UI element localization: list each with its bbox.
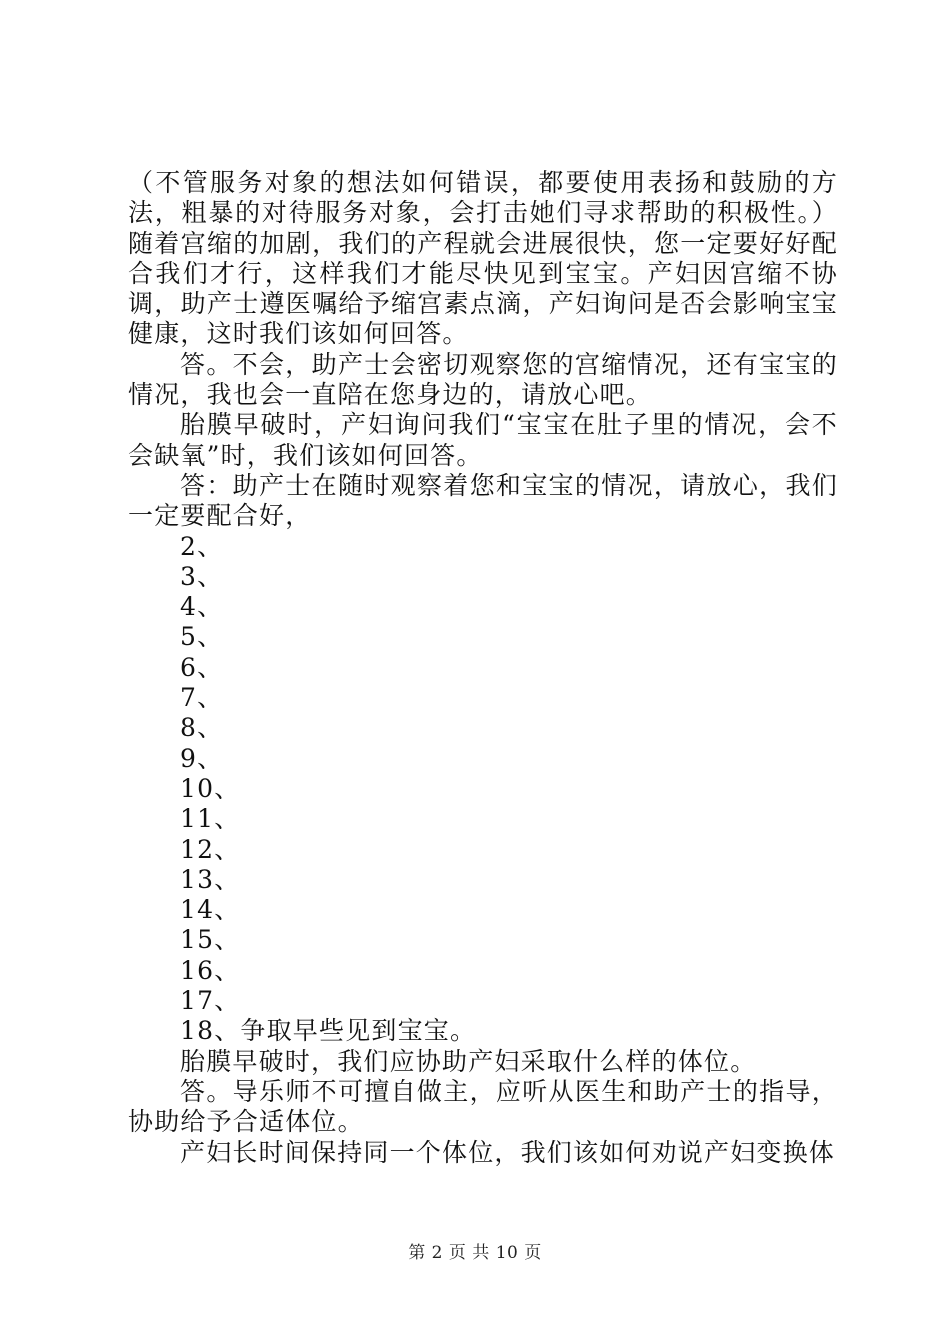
list-item: 7、	[180, 683, 224, 713]
list-item: 14、	[180, 895, 241, 925]
page-footer: 第 2 页 共 10 页	[408, 1243, 542, 1263]
list-item: 17、	[180, 986, 241, 1016]
question-paragraph: 胎膜早破时，我们应协助产妇采取什么样的体位。	[180, 1046, 757, 1076]
list-item: 12、	[180, 834, 241, 864]
answer-paragraph: 答：助产士在随时观察着您和宝宝的情况，请放心，我们一定要配合好，	[128, 470, 838, 531]
numbered-list	[128, 532, 838, 1047]
list-item: 6、	[180, 652, 224, 682]
list-item: 18、争取早些见到宝宝。	[180, 1016, 477, 1046]
list-item: 5、	[180, 622, 224, 652]
paragraph: （不管服务对象的想法如何错误，都要使用表扬和鼓励的方法，粗暴的对待服务对象，会打击她们寻求帮助的积极性。）随着宫缩的加剧，我们的产程就会进展很快，您一定要好好配合我们才行，这样我们才能尽快见到宝宝。产妇因宫缩不协调，助产士遵医嘱给予缩宫素点滴，产妇询问是否会影响宝宝健康，这时我们该如何回答。	[128, 168, 838, 349]
list-item: 3、	[180, 561, 224, 591]
list-item: 15、	[180, 925, 241, 955]
answer-paragraph: 答。导乐师不可擅自做主，应听从医生和助产士的指导，协助给予合适体位。	[128, 1076, 838, 1137]
list-item: 9、	[180, 743, 224, 773]
document-body	[128, 168, 838, 1168]
answer-paragraph: 答。不会，助产士会密切观察您的宫缩情况，还有宝宝的情况，我也会一直陪在您身边的，请放心吧。	[128, 349, 838, 410]
list-item: 8、	[180, 713, 224, 743]
list-item: 16、	[180, 955, 241, 985]
question-paragraph: 胎膜早破时，产妇询问我们“宝宝在肚子里的情况，会不会缺氧”时，我们该如何回答。	[128, 410, 838, 470]
list-item: 2、	[180, 531, 224, 561]
list-item: 13、	[180, 864, 241, 894]
list-item: 4、	[180, 592, 224, 622]
list-item: 10、	[180, 773, 241, 803]
list-item: 11、	[180, 804, 241, 834]
question-paragraph: 产妇长时间保持同一个体位，我们该如何劝说产妇变换体	[180, 1137, 836, 1167]
